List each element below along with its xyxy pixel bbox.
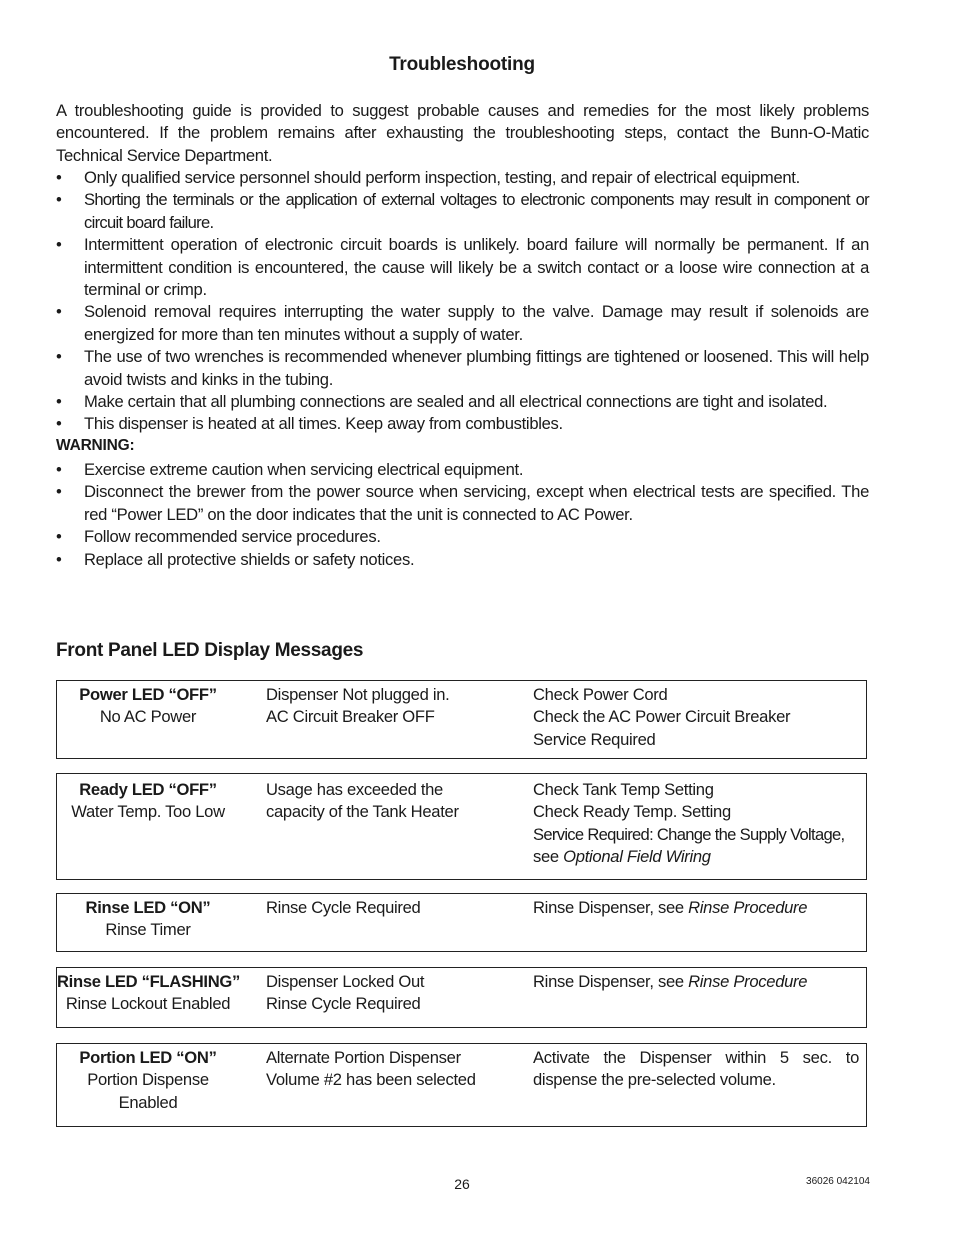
bullet-icon: • bbox=[56, 392, 62, 412]
led-meaning: Enabled bbox=[118, 1092, 178, 1112]
led-indicator-cell bbox=[57, 684, 239, 729]
bullet-icon: • bbox=[56, 414, 62, 434]
led-row-ready bbox=[56, 773, 867, 880]
list-item: • Intermittent operation of electronic circuit boards is unlikely. board failure will normally be permanent. If an intermittent condition is encountered, the cause will likely be a switch contact or a loose wire connection at a terminal or crimp. bbox=[56, 235, 869, 300]
list-item: • Solenoid removal requires interrupting the water supply to the valve. Damage may result if solenoids are energized for more than ten minutes without a supply of water. bbox=[56, 302, 869, 344]
bullet-icon: • bbox=[56, 460, 62, 479]
bullet-icon: • bbox=[56, 190, 62, 210]
warning-label: WARNING: bbox=[56, 437, 135, 454]
led-cause-cell bbox=[266, 971, 516, 1016]
cause-line: Rinse Cycle Required bbox=[266, 898, 421, 917]
cause-line: Dispenser Locked Out bbox=[266, 972, 425, 991]
led-remedy-cell bbox=[533, 971, 859, 993]
led-name: Power LED “OFF” bbox=[79, 685, 217, 704]
bullet-icon: • bbox=[56, 482, 62, 502]
led-section-title: Front Panel LED Display Messages bbox=[56, 640, 364, 661]
led-cause-cell bbox=[266, 779, 516, 824]
bullet-icon: • bbox=[56, 168, 62, 187]
cause-line: AC Circuit Breaker OFF bbox=[266, 707, 435, 727]
led-name: Rinse LED “ON” bbox=[85, 898, 211, 917]
led-meaning: Portion Dispense bbox=[87, 1070, 209, 1090]
led-name: Ready LED “OFF” bbox=[79, 780, 217, 799]
page-number: 26 bbox=[454, 1176, 470, 1192]
list-item: • Make certain that all plumbing connections are sealed and all electrical connections are tight and isolated. bbox=[56, 391, 869, 413]
cause-line: Alternate Portion Dispenser bbox=[266, 1048, 461, 1067]
list-item: • This dispenser is heated at all times. Keep away from combustibles. bbox=[56, 413, 869, 435]
led-indicator-cell bbox=[57, 779, 239, 824]
led-meaning: Water Temp. Too Low bbox=[71, 802, 225, 822]
list-item: • Replace all protective shields or safety notices. bbox=[56, 549, 869, 571]
remedy-line: Service Required: Change the Supply Voltage, bbox=[533, 824, 845, 844]
list-item: • Exercise extreme caution when servicing electrical equipment. bbox=[56, 459, 869, 481]
bullet-icon: • bbox=[56, 302, 62, 322]
cause-line: Usage has exceeded the bbox=[266, 780, 443, 799]
led-cause-cell bbox=[266, 684, 516, 729]
cause-line: Dispenser Not plugged in. bbox=[266, 685, 450, 704]
led-row-power bbox=[56, 680, 867, 759]
led-indicator-cell bbox=[57, 971, 239, 1016]
remedy-line: Rinse Dispenser, see Rinse Procedure bbox=[533, 972, 808, 991]
remedy-line: see Optional Field Wiring bbox=[533, 847, 711, 867]
list-item: • Disconnect the brewer from the power source when servicing, except when electrical tests are specified. The red “Power LED” on the door indicates that the unit is connected to AC Power. bbox=[56, 482, 869, 524]
remedy-line: Check Ready Temp. Setting bbox=[533, 802, 731, 822]
bullet-icon: • bbox=[56, 527, 62, 547]
led-remedy-cell bbox=[533, 1047, 859, 1092]
remedy-line: dispense the pre-selected volume. bbox=[533, 1070, 776, 1090]
list-item: • Only qualified service personnel should perform inspection, testing, and repair of electrical equipment. bbox=[56, 167, 869, 189]
list-item: • The use of two wrenches is recommended whenever plumbing fittings are tightened or loosened. This will help avoid twists and kinks in the tubing. bbox=[56, 347, 869, 389]
general-precautions-list bbox=[56, 167, 869, 436]
warning-list bbox=[56, 459, 869, 571]
cause-line: capacity of the Tank Heater bbox=[266, 802, 459, 822]
cause-line: Volume #2 has been selected bbox=[266, 1070, 476, 1090]
led-indicator-cell bbox=[57, 897, 239, 942]
led-row-portion bbox=[56, 1043, 867, 1127]
led-cause-cell bbox=[266, 1047, 516, 1092]
remedy-line: Check Tank Temp Setting bbox=[533, 780, 714, 799]
procedure-reference: Optional Field Wiring bbox=[563, 847, 711, 867]
remedy-line: Activate the Dispenser within 5 sec. to bbox=[533, 1048, 859, 1067]
document-code: 36026 042104 bbox=[806, 1176, 870, 1187]
remedy-line: Check Power Cord bbox=[533, 685, 668, 704]
procedure-reference: Rinse Procedure bbox=[688, 972, 808, 991]
led-remedy-cell bbox=[533, 684, 859, 751]
led-row-rinse-flashing bbox=[56, 967, 867, 1028]
led-meaning: Rinse Timer bbox=[105, 920, 191, 940]
intro-paragraph: A troubleshooting guide is provided to suggest probable causes and remedies for the most likely problems encountered. If the problem remains after exhausting the troubleshooting steps, contact the Bunn-O-Matic Technical Service Department. bbox=[56, 101, 869, 165]
list-item: • Shorting the terminals or the application of external voltages to electronic components may result in component or circuit board failure. bbox=[56, 190, 869, 232]
list-item: • Follow recommended service procedures. bbox=[56, 526, 869, 548]
bullet-icon: • bbox=[56, 549, 62, 569]
page-title: Troubleshooting bbox=[389, 54, 535, 75]
led-meaning: No AC Power bbox=[99, 707, 197, 727]
bullet-icon: • bbox=[56, 235, 62, 255]
procedure-reference: Rinse Procedure bbox=[688, 898, 808, 917]
led-name: Portion LED “ON” bbox=[79, 1048, 217, 1067]
cause-line: Rinse Cycle Required bbox=[266, 994, 421, 1014]
led-row-rinse-on bbox=[56, 893, 867, 952]
led-indicator-cell bbox=[57, 1047, 239, 1114]
led-name: Rinse LED “FLASHING” bbox=[57, 972, 240, 991]
led-cause-cell bbox=[266, 897, 516, 919]
remedy-line: Rinse Dispenser, see Rinse Procedure bbox=[533, 898, 808, 917]
led-remedy-cell bbox=[533, 897, 859, 919]
bullet-icon: • bbox=[56, 347, 62, 367]
remedy-line: Service Required bbox=[533, 729, 656, 749]
remedy-line: Check the AC Power Circuit Breaker bbox=[533, 707, 791, 727]
led-remedy-cell bbox=[533, 779, 859, 869]
led-meaning: Rinse Lockout Enabled bbox=[65, 994, 231, 1014]
